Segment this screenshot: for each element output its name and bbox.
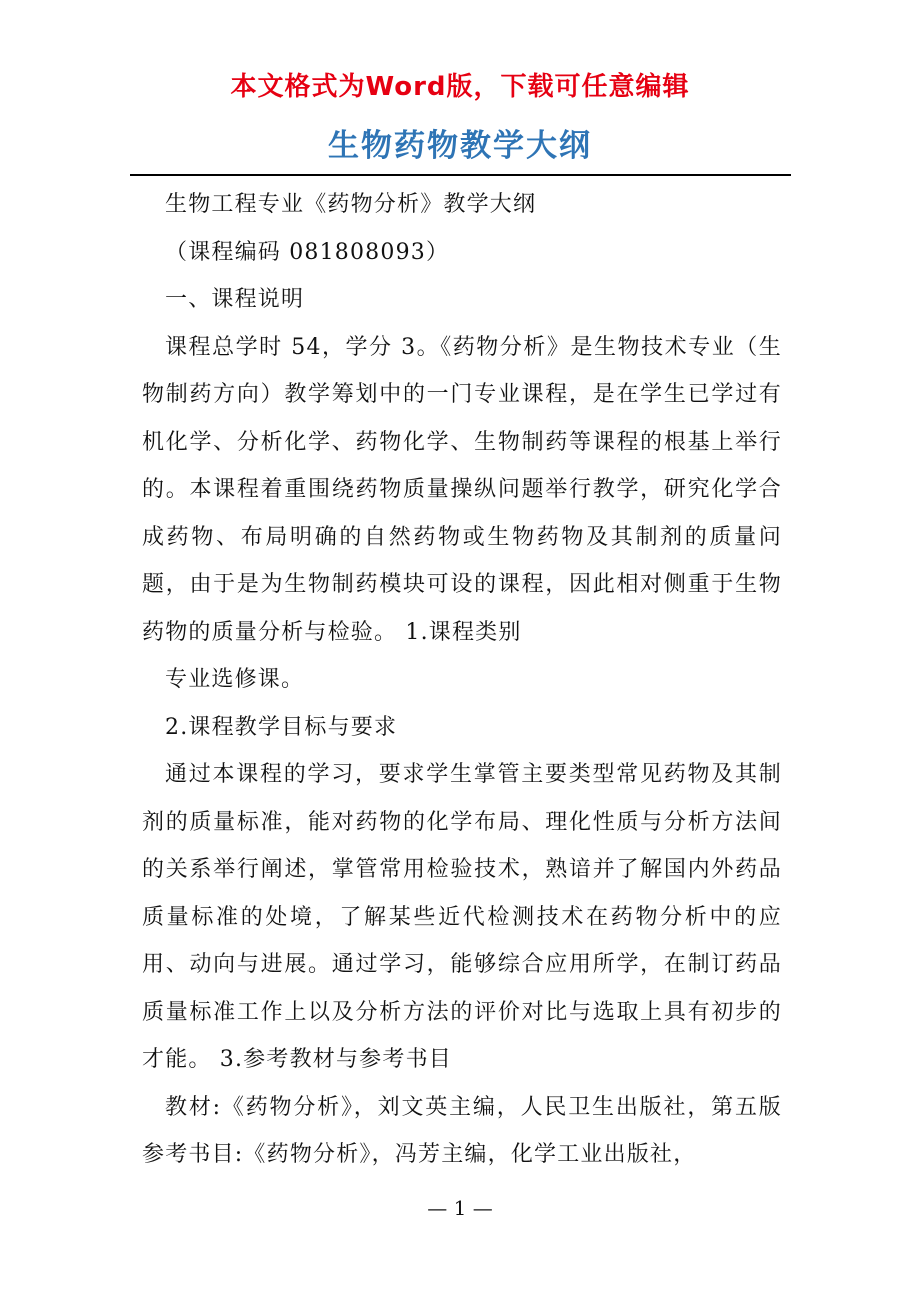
editable-format-banner: 本文格式为Word版，下载可任意编辑 [230,72,690,102]
course-code: （课程编码 081808093） [165,239,450,265]
section-heading-course-description: 一、课程说明 [165,287,305,312]
course-description-paragraph: 课程总学时 54，学分 3。《药物分析》是生物技术专业（生物制药方向）教学筹划中的一门专业课程，是在学生已学过有机化学、分析化学、药物化学、生物制药等课程的根基上举行的。本课程着重围绕药物质量操纵问题举行教学，研究化学合成药物、布局明确的自然药物或生物药物及其制剂的质量问题，由于是为生物制药模块可设的课程，因此相对侧重于生物药物的质量分析与检验。 1.课程类别 [142,334,782,645]
textbook-paragraph: 教材:《药物分析》，刘文英主编，人民卫生出版社，第五版 参考书目:《药物分析》，冯芳主编，化学工业出版社， [142,1094,782,1167]
section-heading-objectives: 2.课程教学目标与要求 [165,714,398,740]
page-number: — 1 — [427,1196,493,1220]
objectives-paragraph: 通过本课程的学习，要求学生掌管主要类型常见药物及其制剂的质量标准，能对药物的化学布局、理化性质与分析方法间的关系举行阐述，掌管常用检验技术，熟谙并了解国内外药品质量标准的处境，了解某些近代检测技术在药物分析中的应用、动向与进展。通过学习，能够综合应用所学，在制订药品质量标准工作上以及分析方法的评价对比与选取上具有初步的才能。 3.参考教材与参考书目 [142,762,782,1072]
document-body [142,181,782,1179]
syllabus-heading: 生物工程专业《药物分析》教学大纲 [165,192,537,217]
title-divider [130,174,791,176]
document-title: 生物药物教学大纲 [328,128,592,164]
course-category-value: 专业选修课。 [165,667,305,692]
